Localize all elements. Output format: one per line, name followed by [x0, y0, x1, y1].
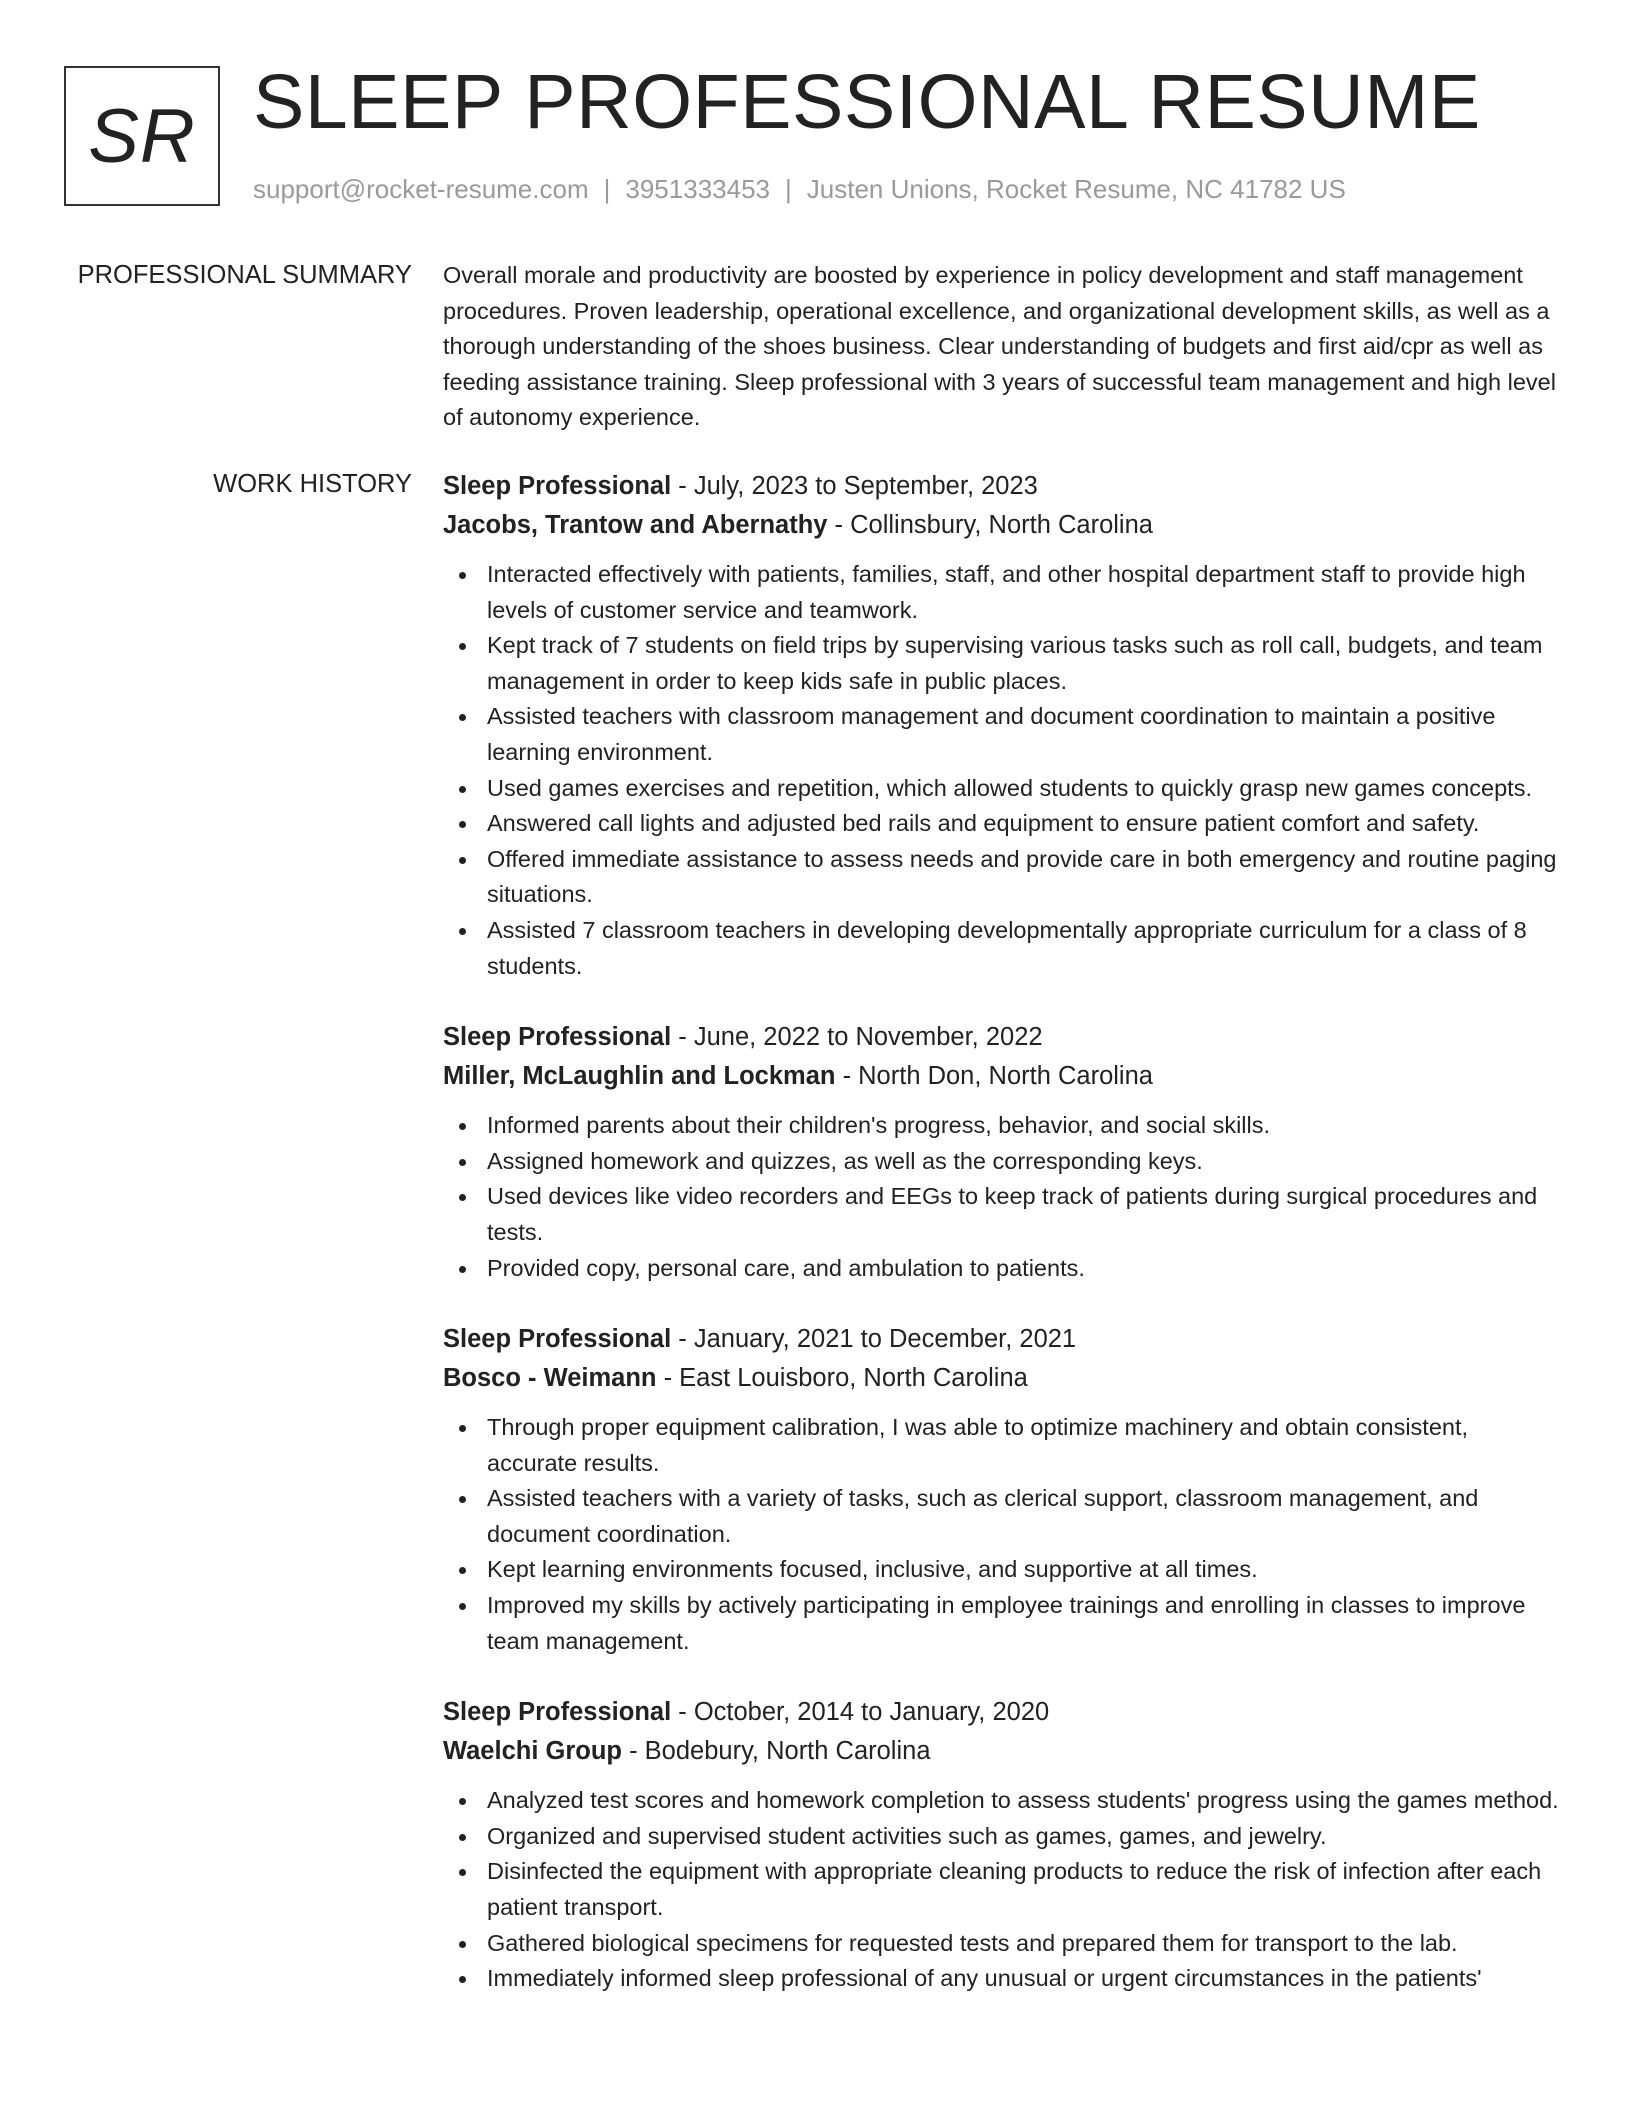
job-location: - Bodebury, North Carolina	[622, 1737, 931, 1766]
contact-phone[interactable]: 3951333453	[625, 174, 770, 204]
job-company-line	[443, 1359, 1563, 1398]
job-title-line	[443, 467, 1563, 506]
job-location: - North Don, North Carolina	[835, 1062, 1153, 1091]
job-duty-item: Assisted teachers with a variety of tasks, such as clerical support, classroom management, and document coordination.	[443, 1481, 1563, 1552]
job-duty-item: Assisted 7 classroom teachers in developing developmentally appropriate curriculum for a class of 8 students.	[443, 913, 1563, 984]
job-duty-item: Assisted teachers with classroom management and document coordination to maintain a positive learning environment.	[443, 699, 1563, 770]
job-duty-item: Informed parents about their children's progress, behavior, and social skills.	[443, 1108, 1563, 1144]
job-title: Sleep Professional	[443, 1023, 672, 1052]
job-entry	[443, 1018, 1563, 1286]
job-duty-item: Improved my skills by actively participating in employee trainings and enrolling in classes to improve team management.	[443, 1588, 1563, 1659]
contact-address: Justen Unions, Rocket Resume, NC 41782 US	[806, 174, 1346, 204]
job-title-line	[443, 1320, 1563, 1359]
job-title: Sleep Professional	[443, 472, 672, 500]
monogram-badge: SR	[64, 66, 220, 206]
job-entry	[443, 1693, 1563, 1997]
job-duty-item: Used devices like video recorders and EEGs to keep track of patients during surgical procedures and tests.	[443, 1179, 1563, 1250]
job-dates: - June, 2022 to November, 2022	[671, 1023, 1043, 1052]
job-title: Sleep Professional	[443, 1325, 672, 1354]
job-entry	[443, 467, 1563, 984]
section-label-summary: PROFESSIONAL SUMMARY	[77, 261, 412, 289]
job-title: Sleep Professional	[443, 1698, 672, 1727]
contact-separator: |	[785, 174, 792, 204]
job-company: Jacobs, Trantow and Abernathy	[443, 511, 828, 539]
job-company: Bosco - Weimann	[443, 1364, 657, 1393]
contact-email[interactable]: support@rocket-resume.com	[253, 174, 589, 204]
job-duties-list	[443, 1410, 1563, 1659]
job-duty-item: Organized and supervised student activities such as games, games, and jewelry.	[443, 1819, 1563, 1855]
job-duty-item: Kept track of 7 students on field trips by supervising various tasks such as roll call, budgets, and team management in order to keep kids safe in public places.	[443, 628, 1563, 699]
job-duties-list	[443, 557, 1563, 984]
job-duty-item: Gathered biological specimens for requested tests and prepared them for transport to the lab.	[443, 1926, 1563, 1962]
job-entry	[443, 1320, 1563, 1659]
job-duty-item: Disinfected the equipment with appropriate cleaning products to reduce the risk of infection after each patient transport.	[443, 1854, 1563, 1925]
job-dates: - October, 2014 to January, 2020	[671, 1698, 1050, 1727]
job-title-line	[443, 1693, 1563, 1732]
job-duty-item: Offered immediate assistance to assess needs and provide care in both emergency and routine paging situations.	[443, 842, 1563, 913]
job-duty-item: Assigned homework and quizzes, as well as the corresponding keys.	[443, 1144, 1563, 1180]
job-company-line	[443, 506, 1563, 545]
job-dates: - January, 2021 to December, 2021	[671, 1325, 1077, 1354]
job-duty-item: Kept learning environments focused, inclusive, and supportive at all times.	[443, 1552, 1563, 1588]
section-label-work-history: WORK HISTORY	[213, 470, 412, 498]
job-duties-list	[443, 1108, 1563, 1286]
job-company: Waelchi Group	[443, 1737, 622, 1766]
summary-body	[443, 258, 1563, 436]
resume-title: SLEEP PROFESSIONAL RESUME	[253, 59, 1481, 145]
job-duty-item: Immediately informed sleep professional of any unusual or urgent circumstances in the patients'	[443, 1961, 1563, 1997]
contact-separator: |	[603, 174, 611, 204]
job-duty-item: Used games exercises and repetition, which allowed students to quickly grasp new games concepts.	[443, 771, 1563, 807]
summary-text: Overall morale and productivity are boosted by experience in policy development and staff management procedures. Proven leadership, operational excellence, and organizational development skills, as well as a thorough understanding of the shoes business. Clear understanding of budgets and first aid/cpr as well as feeding assistance training. Sleep professional with 3 years of successful team management and high level of autonomy experience.	[443, 262, 1556, 431]
job-location: - East Louisboro, North Carolina	[656, 1364, 1028, 1393]
job-title-line	[443, 1018, 1563, 1057]
job-dates: - July, 2023 to September, 2023	[671, 472, 1038, 500]
job-company: Miller, McLaughlin and Lockman	[443, 1062, 836, 1091]
job-location: - Collinsbury, North Carolina	[827, 511, 1153, 539]
job-company-line	[443, 1732, 1563, 1771]
work-history-body	[443, 467, 1563, 2031]
job-company-line	[443, 1057, 1563, 1096]
job-duty-item: Provided copy, personal care, and ambulation to patients.	[443, 1251, 1563, 1287]
job-duties-list	[443, 1783, 1563, 1997]
job-duty-item: Interacted effectively with patients, families, staff, and other hospital department staff to provide high levels of customer service and teamwork.	[443, 557, 1563, 628]
resume-header	[0, 0, 1632, 240]
contact-line	[253, 172, 1346, 206]
job-duty-item: Analyzed test scores and homework completion to assess students' progress using the games method.	[443, 1783, 1563, 1819]
job-duty-item: Through proper equipment calibration, I was able to optimize machinery and obtain consistent, accurate results.	[443, 1410, 1563, 1481]
job-duty-item: Answered call lights and adjusted bed rails and equipment to ensure patient comfort and safety.	[443, 806, 1563, 842]
